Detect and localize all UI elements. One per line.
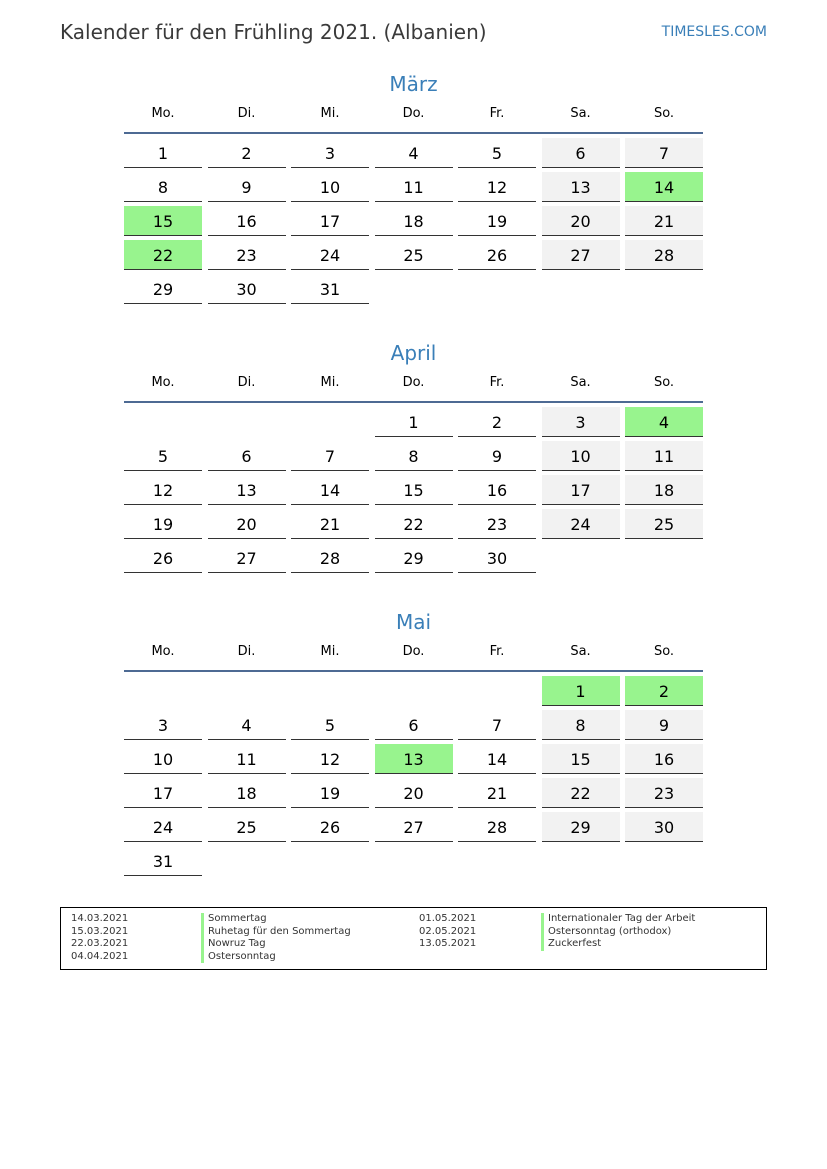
week-row [124, 509, 703, 539]
legend-holiday-name: Sommertag [201, 913, 351, 926]
legend-date: 14.03.2021 [71, 913, 129, 924]
site-link[interactable]: TIMESLES.COM [661, 24, 767, 40]
day-cell: 12 [291, 744, 369, 774]
week-row [124, 778, 703, 808]
weekday-label: So. [653, 375, 675, 390]
weekday-label: Do. [402, 644, 425, 659]
day-cell: 25 [208, 812, 286, 842]
day-cell: 15 [375, 475, 453, 505]
weekday-label: Sa. [570, 106, 591, 121]
weekday-label: Mi. [320, 644, 340, 659]
day-cell: 29 [124, 274, 202, 304]
day-cell: 1 [542, 676, 620, 706]
weekday-label: Di. [237, 375, 256, 390]
week-row [124, 441, 703, 471]
empty-cell [124, 676, 202, 706]
day-cell: 11 [625, 441, 703, 471]
day-cell: 30 [458, 543, 536, 573]
legend-holiday-name: Nowruz Tag [201, 938, 351, 951]
empty-cell [375, 676, 453, 706]
day-cell: 4 [375, 138, 453, 168]
day-cell: 17 [542, 475, 620, 505]
day-cell: 7 [291, 441, 369, 471]
empty-cell [458, 676, 536, 706]
week-row [124, 407, 703, 437]
day-cell: 17 [291, 206, 369, 236]
day-cell: 10 [124, 744, 202, 774]
day-cell: 19 [124, 509, 202, 539]
day-cell: 18 [625, 475, 703, 505]
month-name: Mai [395, 610, 432, 634]
empty-cell [625, 846, 703, 876]
weekday-label: Mi. [320, 375, 340, 390]
day-cell: 2 [625, 676, 703, 706]
day-cell: 19 [291, 778, 369, 808]
weekday-header [124, 104, 703, 124]
day-cell: 22 [124, 240, 202, 270]
week-row [124, 240, 703, 270]
day-cell: 14 [291, 475, 369, 505]
week-row [124, 172, 703, 202]
day-cell: 9 [208, 172, 286, 202]
legend-holiday-name: Zuckerfest [541, 938, 695, 951]
day-cell: 23 [208, 240, 286, 270]
weekday-label: So. [653, 644, 675, 659]
day-cell: 19 [458, 206, 536, 236]
day-cell: 6 [375, 710, 453, 740]
legend-date: 02.05.2021 [419, 925, 477, 937]
day-cell: 6 [542, 138, 620, 168]
day-cell: 27 [375, 812, 453, 842]
day-cell: 20 [375, 778, 453, 808]
day-cell: 4 [625, 407, 703, 437]
empty-cell [208, 676, 286, 706]
day-cell: 29 [542, 812, 620, 842]
day-cell: 31 [124, 846, 202, 876]
legend-names-right [541, 913, 695, 951]
weekday-label: So. [653, 106, 675, 121]
day-cell: 24 [542, 509, 620, 539]
day-cell: 9 [458, 441, 536, 471]
day-cell: 24 [124, 812, 202, 842]
day-cell: 25 [375, 240, 453, 270]
day-cell: 26 [458, 240, 536, 270]
legend-date: 22.03.2021 [71, 938, 129, 949]
empty-cell [625, 543, 703, 573]
day-cell: 23 [625, 778, 703, 808]
day-cell: 3 [291, 138, 369, 168]
month-2 [124, 608, 703, 880]
empty-cell [375, 846, 453, 876]
empty-cell [208, 407, 286, 437]
empty-cell [458, 846, 536, 876]
day-cell: 3 [124, 710, 202, 740]
weekday-header [124, 373, 703, 393]
legend-dates-right [419, 913, 476, 951]
week-row [124, 543, 703, 573]
day-cell: 7 [458, 710, 536, 740]
weekday-label: Mi. [320, 106, 340, 121]
day-cell: 16 [625, 744, 703, 774]
weekday-label: Fr. [489, 106, 505, 121]
day-cell: 25 [625, 509, 703, 539]
day-cell: 20 [542, 206, 620, 236]
day-cell: 10 [542, 441, 620, 471]
legend-date: 15.03.2021 [71, 925, 129, 937]
day-cell: 18 [375, 206, 453, 236]
day-cell: 15 [124, 206, 202, 236]
empty-cell [208, 846, 286, 876]
day-cell: 12 [124, 475, 202, 505]
header-divider [124, 670, 703, 672]
day-cell: 21 [458, 778, 536, 808]
day-cell: 11 [208, 744, 286, 774]
legend-holiday-name: Ruhetag für den Sommertag [201, 926, 351, 939]
day-cell: 2 [458, 407, 536, 437]
legend-date: 04.04.2021 [71, 950, 129, 962]
legend-holiday-name: Ostersonntag [201, 951, 351, 964]
empty-cell [625, 274, 703, 304]
day-cell: 12 [458, 172, 536, 202]
week-row [124, 138, 703, 168]
week-row [124, 744, 703, 774]
weekday-label: Sa. [570, 375, 591, 390]
day-cell: 10 [291, 172, 369, 202]
day-cell: 13 [208, 475, 286, 505]
week-row [124, 274, 703, 304]
weekday-label: Do. [402, 375, 425, 390]
legend-date: 01.05.2021 [419, 913, 477, 924]
day-cell: 22 [375, 509, 453, 539]
day-cell: 6 [208, 441, 286, 471]
empty-cell [542, 274, 620, 304]
day-cell: 16 [208, 206, 286, 236]
day-cell: 2 [208, 138, 286, 168]
weekday-header [124, 642, 703, 662]
day-cell: 11 [375, 172, 453, 202]
day-cell: 9 [625, 710, 703, 740]
empty-cell [291, 846, 369, 876]
day-cell: 13 [375, 744, 453, 774]
page-title: Kalender für den Frühling 2021. (Albanien) [60, 20, 487, 44]
day-cell: 30 [208, 274, 286, 304]
day-cell: 28 [458, 812, 536, 842]
week-row [124, 846, 703, 876]
header-divider [124, 401, 703, 403]
empty-cell [542, 846, 620, 876]
weekday-label: Di. [237, 106, 256, 121]
day-cell: 26 [124, 543, 202, 573]
weekday-label: Di. [237, 644, 256, 659]
day-cell: 1 [124, 138, 202, 168]
weekday-label: Mo. [151, 375, 175, 390]
day-cell: 14 [625, 172, 703, 202]
empty-cell [124, 407, 202, 437]
week-row [124, 206, 703, 236]
empty-cell [291, 407, 369, 437]
week-row [124, 812, 703, 842]
day-cell: 17 [124, 778, 202, 808]
day-cell: 29 [375, 543, 453, 573]
day-cell: 24 [291, 240, 369, 270]
header-divider [124, 132, 703, 134]
week-row [124, 475, 703, 505]
day-cell: 20 [208, 509, 286, 539]
day-cell: 13 [542, 172, 620, 202]
day-cell: 27 [208, 543, 286, 573]
day-cell: 3 [542, 407, 620, 437]
day-cell: 5 [124, 441, 202, 471]
month-0 [124, 70, 703, 308]
day-cell: 5 [458, 138, 536, 168]
day-cell: 21 [291, 509, 369, 539]
day-cell: 1 [375, 407, 453, 437]
weekday-label: Do. [402, 106, 425, 121]
legend-names-left [201, 913, 351, 963]
empty-cell [458, 274, 536, 304]
day-cell: 4 [208, 710, 286, 740]
legend-holiday-name: Ostersonntag (orthodox) [541, 926, 695, 939]
day-cell: 8 [542, 710, 620, 740]
day-cell: 27 [542, 240, 620, 270]
weekday-label: Fr. [489, 644, 505, 659]
week-row [124, 676, 703, 706]
legend-dates-left [71, 913, 128, 963]
weekday-label: Sa. [570, 644, 591, 659]
day-cell: 31 [291, 274, 369, 304]
day-cell: 14 [458, 744, 536, 774]
day-cell: 18 [208, 778, 286, 808]
day-cell: 8 [375, 441, 453, 471]
empty-cell [375, 274, 453, 304]
legend-date: 13.05.2021 [419, 938, 477, 949]
day-cell: 30 [625, 812, 703, 842]
day-cell: 8 [124, 172, 202, 202]
day-cell: 5 [291, 710, 369, 740]
day-cell: 26 [291, 812, 369, 842]
day-cell: 15 [542, 744, 620, 774]
weekday-label: Fr. [489, 375, 505, 390]
day-cell: 21 [625, 206, 703, 236]
week-row [124, 710, 703, 740]
holiday-legend [60, 907, 767, 970]
day-cell: 28 [625, 240, 703, 270]
legend-holiday-name: Internationaler Tag der Arbeit [541, 913, 695, 926]
day-cell: 22 [542, 778, 620, 808]
day-cell: 7 [625, 138, 703, 168]
month-1 [124, 339, 703, 577]
weekday-label: Mo. [151, 106, 175, 121]
weekday-label: Mo. [151, 644, 175, 659]
day-cell: 23 [458, 509, 536, 539]
month-name: März [389, 72, 438, 96]
empty-cell [542, 543, 620, 573]
month-name: April [390, 341, 437, 365]
day-cell: 28 [291, 543, 369, 573]
empty-cell [291, 676, 369, 706]
day-cell: 16 [458, 475, 536, 505]
